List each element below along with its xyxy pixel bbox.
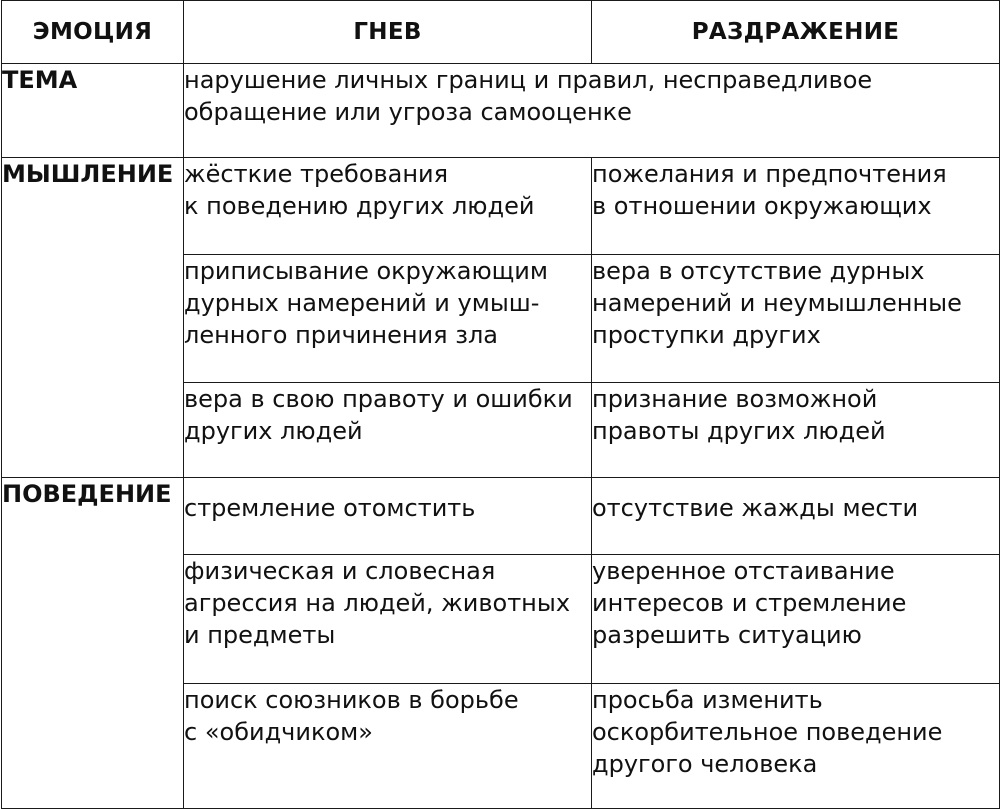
text-line: физическая и словесная bbox=[184, 557, 496, 585]
text-line: других людей bbox=[184, 417, 363, 445]
thinking-3-anger bbox=[184, 383, 592, 478]
thinking-2-irritation bbox=[592, 255, 1000, 383]
header-anger: ГНЕВ bbox=[184, 1, 592, 64]
text-line: ленного причинения зла bbox=[184, 321, 499, 349]
thinking-3-irritation bbox=[592, 383, 1000, 478]
category-tema: ТЕМА bbox=[2, 64, 184, 158]
emotion-comparison-table bbox=[1, 0, 1000, 809]
behavior-3-anger bbox=[184, 684, 592, 809]
text-line: признание возможной bbox=[592, 385, 878, 413]
text-line: с «обидчиком» bbox=[184, 718, 373, 746]
behavior-1-irritation bbox=[592, 478, 1000, 555]
text-line: отсутствие жажды мести bbox=[592, 494, 919, 522]
behavior-1-anger bbox=[184, 478, 592, 555]
behavior-row-1 bbox=[2, 478, 1000, 555]
text-line: проступки других bbox=[592, 321, 821, 349]
thinking-2-anger bbox=[184, 255, 592, 383]
text-line: поиск союзников в борьбе bbox=[184, 686, 519, 714]
text-line: жёсткие требования bbox=[184, 160, 449, 188]
text-line: агрессия на людей, животных bbox=[184, 589, 571, 617]
text-line: и предметы bbox=[184, 621, 336, 649]
tema-line-2: обращение или угроза самооценке bbox=[184, 98, 632, 126]
text-line: уверенное отстаивание bbox=[592, 557, 895, 585]
header-row bbox=[2, 1, 1000, 64]
text-line: намерений и неумышленные bbox=[592, 289, 962, 317]
text-line: просьба изменить bbox=[592, 686, 823, 714]
behavior-3-irritation bbox=[592, 684, 1000, 809]
text-line: дурных намерений и умыш- bbox=[184, 289, 540, 317]
behavior-2-irritation bbox=[592, 555, 1000, 684]
text-line: вера в отсутствие дурных bbox=[592, 257, 925, 285]
thinking-1-irritation bbox=[592, 158, 1000, 255]
text-line: правоты других людей bbox=[592, 417, 886, 445]
header-irritation: РАЗДРАЖЕНИЕ bbox=[592, 1, 1000, 64]
category-behavior: ПОВЕДЕНИЕ bbox=[2, 478, 184, 809]
text-line: интересов и стремление bbox=[592, 589, 907, 617]
behavior-2-anger bbox=[184, 555, 592, 684]
text-line: в отношении окружающих bbox=[592, 192, 932, 220]
thinking-1-anger bbox=[184, 158, 592, 255]
text-line: стремление отомстить bbox=[184, 494, 476, 522]
thinking-row-1 bbox=[2, 158, 1000, 255]
tema-row bbox=[2, 64, 1000, 158]
header-emotion: ЭМОЦИЯ bbox=[2, 1, 184, 64]
text-line: разрешить ситуацию bbox=[592, 621, 862, 649]
category-thinking: МЫШЛЕНИЕ bbox=[2, 158, 184, 478]
text-line: другого человека bbox=[592, 750, 818, 778]
text-line: к поведению других людей bbox=[184, 192, 535, 220]
text-line: вера в свою правоту и ошибки bbox=[184, 385, 573, 413]
text-line: приписывание окружающим bbox=[184, 257, 548, 285]
text-line: оскорбительное поведение bbox=[592, 718, 943, 746]
tema-shared-cell bbox=[184, 64, 1000, 158]
text-line: пожелания и предпочтения bbox=[592, 160, 947, 188]
tema-line-1: нарушение личных границ и правил, несправедливое bbox=[184, 66, 873, 94]
